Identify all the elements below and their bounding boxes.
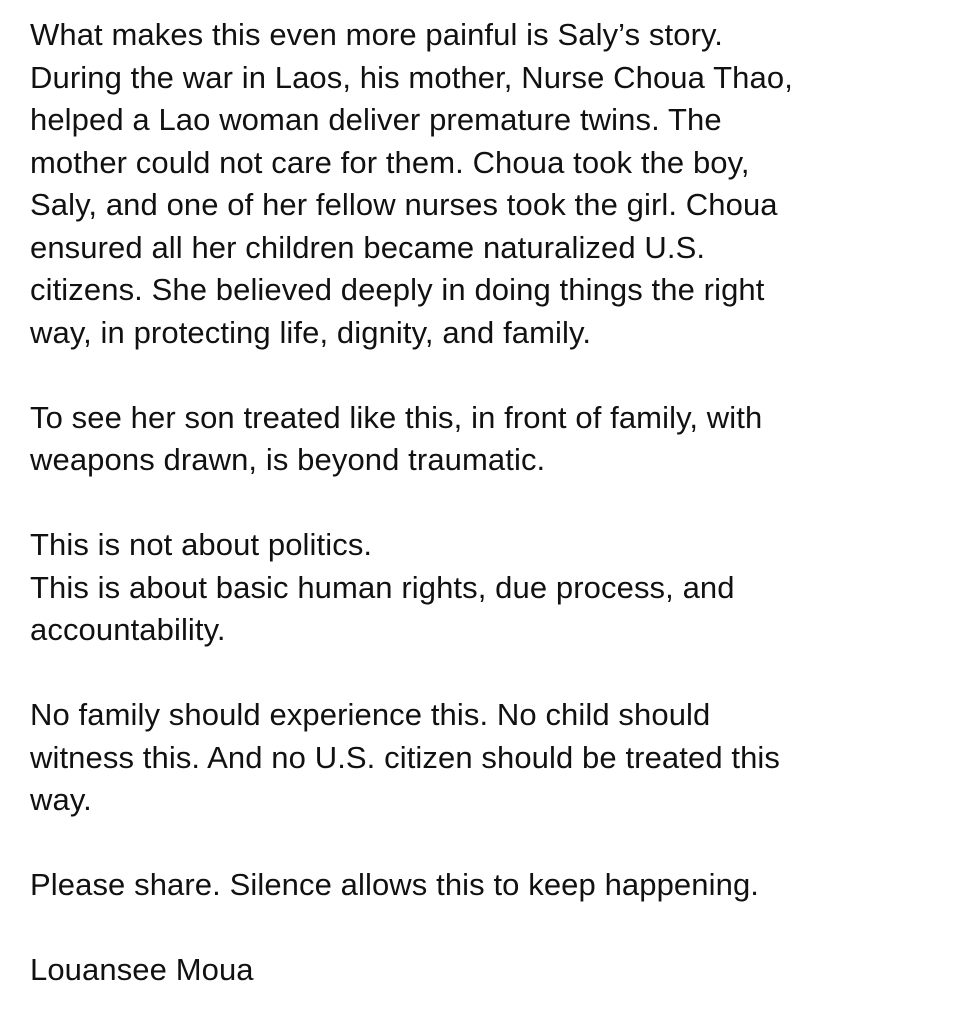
text-line: No family should experience this. No child should	[30, 697, 711, 732]
text-line: weapons drawn, is beyond traumatic.	[30, 442, 546, 477]
text-line: accountability.	[30, 612, 226, 647]
post-body	[30, 14, 935, 1034]
paragraph-trauma	[30, 397, 935, 482]
text-line: mother could not care for them. Choua took the boy,	[30, 144, 750, 180]
paragraph-not-politics	[30, 524, 935, 652]
author-name: Louansee Moua	[30, 952, 254, 987]
text-line: This is not about politics.	[30, 527, 373, 562]
text-line: witness this. And no U.S. citizen should be treated this	[30, 739, 781, 775]
text-line: This is about basic human rights, due process, and	[30, 569, 735, 605]
paragraph-saly-story	[30, 14, 935, 354]
paragraph-no-family	[30, 694, 935, 822]
text-line: What makes this even more painful is Saly’s story.	[30, 17, 724, 52]
author-signature	[30, 949, 935, 992]
paragraph-please-share	[30, 864, 935, 907]
text-line: helped a Lao woman deliver premature twins. The	[30, 102, 722, 137]
text-line: ensured all her children became naturalized U.S.	[30, 229, 706, 265]
text-line: citizens. She believed deeply in doing things the right	[30, 272, 765, 307]
text-line: Please share. Silence allows this to keep happening.	[30, 867, 759, 902]
text-line: way.	[30, 782, 92, 817]
text-line: During the war in Laos, his mother, Nurse Choua Thao,	[30, 59, 793, 95]
text-line: To see her son treated like this, in front of family, with	[30, 399, 763, 435]
text-line: way, in protecting life, dignity, and family.	[30, 314, 592, 350]
text-line: Saly, and one of her fellow nurses took the girl. Choua	[30, 187, 778, 222]
